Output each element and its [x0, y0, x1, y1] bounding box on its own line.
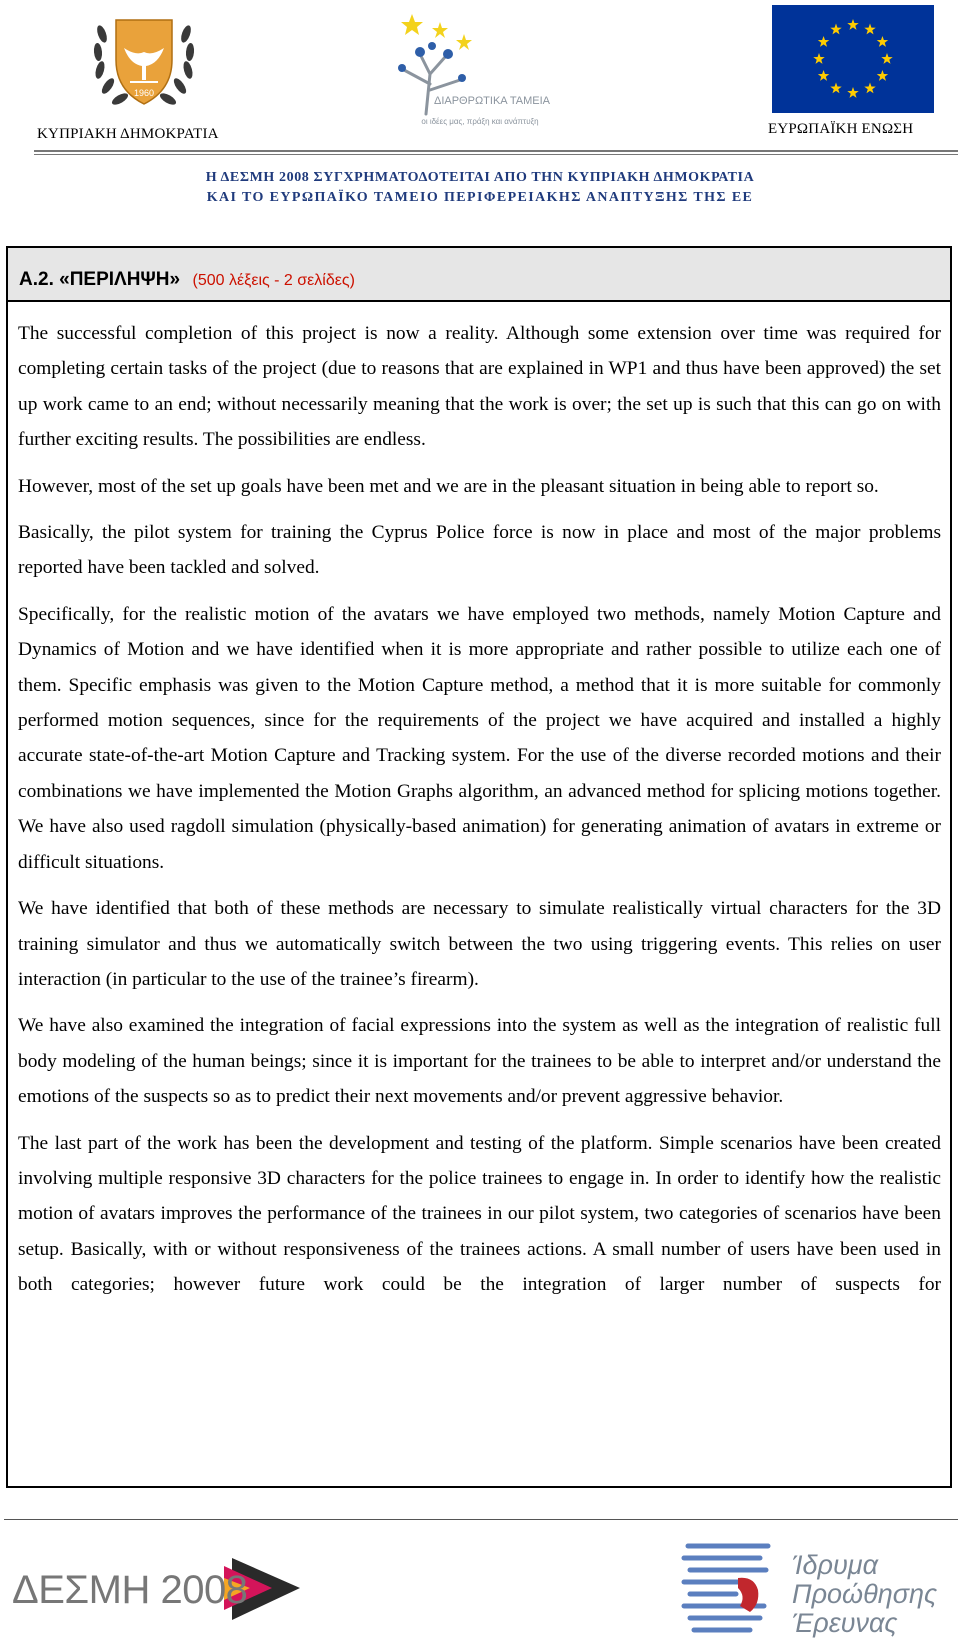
- structural-funds-logo-icon: [380, 4, 580, 142]
- section-header: [8, 248, 950, 302]
- paragraph: Basically, the pilot system for training the Cyprus Police force is now in place and most of the major problems reported have been tackled and solved.: [18, 522, 941, 579]
- section-title: A.2. «ΠΕΡΙΛΗΨΗ»: [19, 269, 181, 290]
- footer-rule: [4, 1519, 958, 1520]
- desmi-logo-text: ΔΕΣΜΗ 2008: [12, 1568, 248, 1612]
- eu-caption: ΕΥΡΩΠΑΪΚΗ ΕΝΩΣΗ: [768, 121, 914, 137]
- header-rule-thin: [34, 154, 958, 155]
- section-word-limit-note: (500 λέξεις - 2 σελίδες): [192, 272, 355, 289]
- paragraph: However, most of the set up goals have been met and we are in the pleasant situation in being able to report so.: [18, 475, 879, 497]
- paragraph: We have identified that both of these methods are necessary to simulate realistically virtual characters for the 3D training simulator and thus we automatically switch between the two using triggering events. This relies on user interaction (in particular to the use of the trainee’s firearm).: [18, 898, 941, 990]
- paragraph: We have also examined the integration of facial expressions into the system as well as the integration of realistic full body modeling of the human beings; since it is important for the trainees to be able to interpret and/or understand the emotions of the suspects so as to predict their next movements and/or prevent aggressive behavior.: [18, 1015, 941, 1108]
- funding-statement-line-1: Η ΔΕΣΜΗ 2008 ΣΥΓΧΡΗΜΑΤΟΔΟΤΕΙΤΑΙ ΑΠΟ ΤΗΝ ΚΥΠΡΙΑΚΗ ΔΗΜΟΚΡΑΤΙΑ: [205, 170, 755, 185]
- header-rule: [34, 150, 958, 152]
- cyprus-caption: ΚΥΠΡΙΑΚΗ ΔΗΜΟΚΡΑΤΙΑ: [37, 126, 219, 142]
- rpf-logo-line-1: Ίδρυμα: [792, 1550, 878, 1580]
- cyprus-emblem-icon: [88, 4, 200, 116]
- rpf-logo-line-3: Έρευνας: [792, 1608, 898, 1638]
- research-promotion-foundation-logo-icon: [680, 1536, 775, 1636]
- funds-logo-text: ΔΙΑΡΘΡΩΤΙΚΑ ΤΑΜΕΙΑ: [433, 95, 551, 107]
- paragraph: Specifically, for the realistic motion of the avatars we have employed two methods, namely Motion Capture and Dynamics of Motion and we have identified when it is more appropriate and rather possible to utilize each one of them. Specific emphasis was given to the Motion Capture method, a method that it is more suitable for commonly performed motion sequences, since for the requirements of the project we have acquired and installed a highly accurate state-of-the-art Motion Capture and Tracking system. For the use of the diverse recorded motions and their combinations we have implemented the Motion Graphs algorithm, an advanced method for splicing motions together. We have also used ragdoll simulation (physically-based animation) for generating animation of avatars in extreme or difficult situations.: [18, 603, 941, 873]
- funds-logo-tagline: οι ιδέες μας, πράξη και ανάπτυξη: [421, 117, 539, 126]
- svg-text:1960: 1960: [133, 88, 155, 98]
- paragraph: The last part of the work has been the development and testing of the platform. Simple scenarios have been created involving multiple responsive 3D characters for the police trainees to engage in. In order to identify how the realistic motion of avatars improves the performance of the trainees in our pilot system, two categories of scenarios have been setup. Basically, with or without responsiveness of the trainees actions. A small number of users have been used in both categories; however future work could be the integration of larger number of suspects for: [18, 1132, 941, 1296]
- summary-body: [8, 302, 950, 1303]
- summary-section: [6, 246, 952, 1488]
- rpf-logo-line-2: Προώθησης: [792, 1579, 938, 1609]
- funding-statement-line-2: ΚΑΙ ΤΟ ΕΥΡΩΠΑΪΚΟ ΤΑΜΕΙΟ ΠΕΡΙΦΕΡΕΙΑΚΗΣ ΑΝΑΠΤΥΞΗΣ ΤΗΣ ΕΕ: [206, 190, 754, 205]
- paragraph: The successful completion of this project is now a reality. Although some extension over time was required for completing certain tasks of the project (due to reasons that are explained in WP1 and thus have been approved) the set up work came to an end; without necessarily meaning that the work is over; the set up is such that this can go on with further exciting results. The possibilities are endless.: [18, 323, 941, 451]
- eu-flag-icon: [772, 5, 934, 113]
